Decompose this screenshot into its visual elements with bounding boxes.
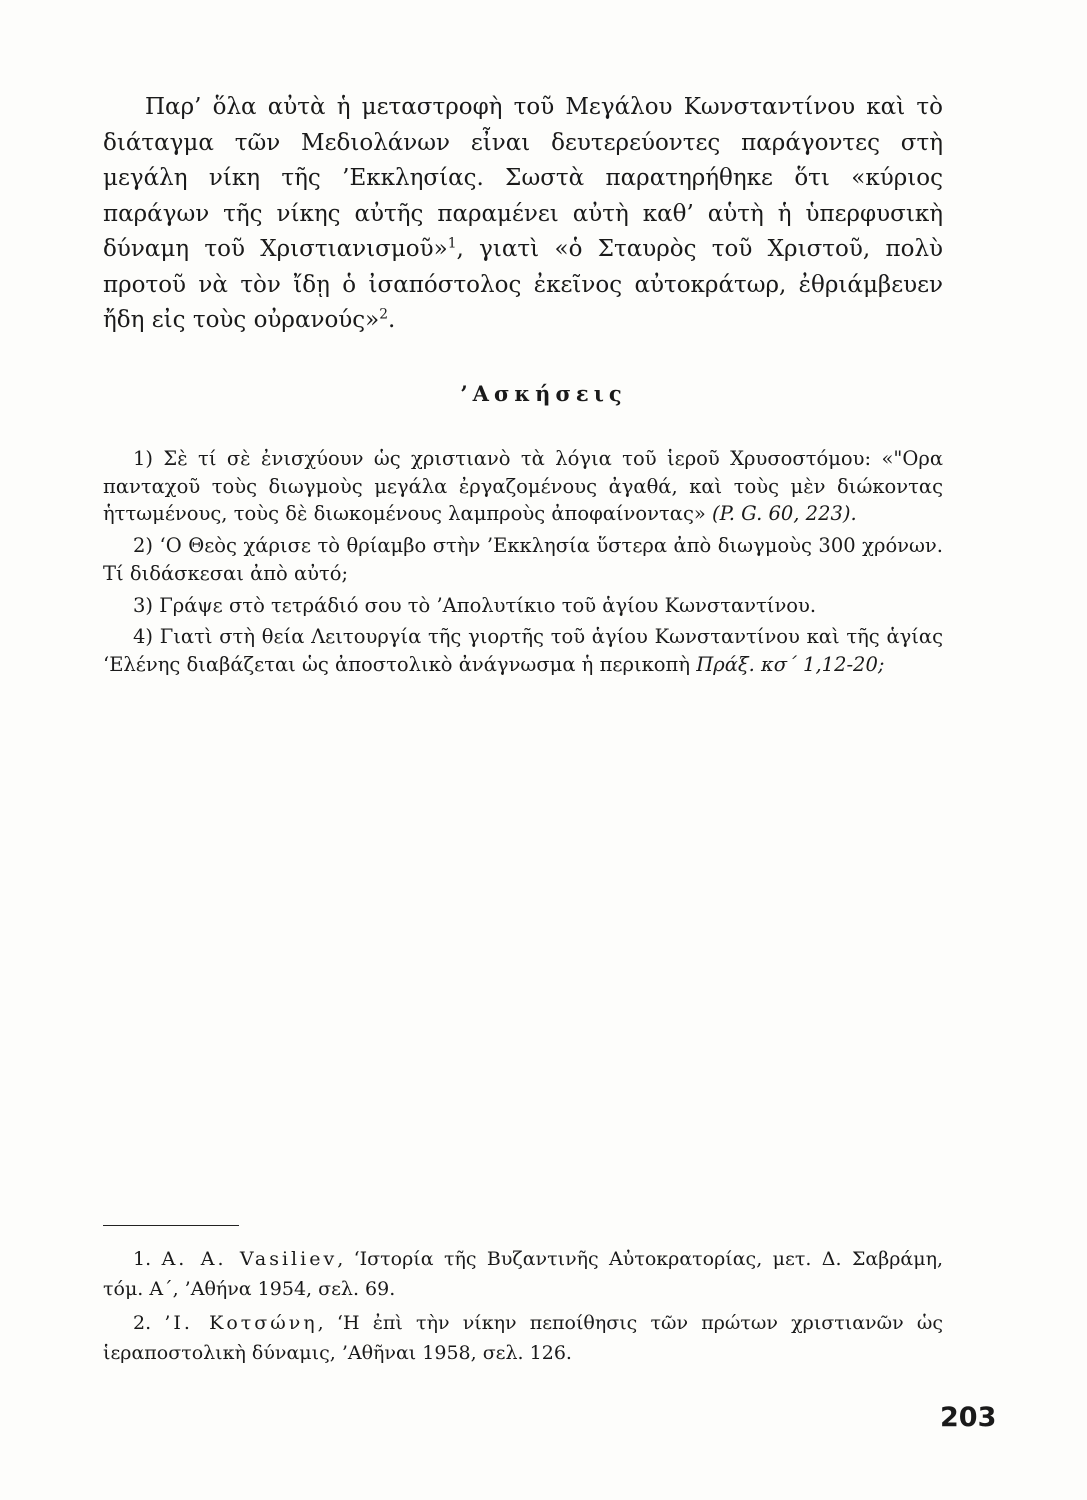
exercise-text: 4) Γιατὶ στὴ θεία Λειτουργία τῆς γιορτῆς τοῦ ἁγίου Κωνσταντίνου καὶ τῆς ἁγίας ‘Ελένης διαβάζεται ὡς ἀποστολικὸ ἀνάγνωσμα ἡ περικοπὴ <box>103 625 943 676</box>
footnote-citation: , ‘Ιστορία τῆς Βυζαντινῆς Αὐτοκρατορίας, μετ. Δ. Σαβράμη, τόμ. Α΄, ’Αθήνα 1954, σελ. 69. <box>103 1248 943 1300</box>
footnote-citation: , ‘Η ἐπὶ τὴν νίκην πεποίθησις τῶν πρώτων χριστιανῶν ὡς ἱεραποστολικὴ δύναμις, ’Αθῆναι 1958, σελ. 126. <box>103 1312 943 1364</box>
footnote-1 <box>103 1244 943 1304</box>
exercise-reference: Πράξ. κσ΄ 1,12-20; <box>690 652 885 676</box>
footnote-author: ’Ι. Κοτσώνη <box>164 1312 318 1334</box>
footnote-number: 2. <box>133 1312 152 1334</box>
footnote-divider <box>103 1225 239 1226</box>
exercise-item <box>103 445 943 528</box>
exercise-item <box>103 592 943 620</box>
footnote-marker-2: 2 <box>379 306 389 323</box>
exercise-text: 1) Σὲ τί σὲ ἐνισχύουν ὡς χριστιανὸ τὰ λόγια τοῦ ἱεροῦ Χρυσοστόμου: «"Ορα πανταχοῦ τοὺς διωγμοὺς μεγάλα ἐργαζομένους ἀγαθά, καὶ τοὺς μὲν διώκοντας ἡττωμένους, τοὺς δὲ διωκομένους λαμπροὺς ἀποφαίνοντας» <box>103 447 943 526</box>
exercise-reference: (P. G. 60, 223). <box>705 502 857 526</box>
footnote-2 <box>103 1308 943 1368</box>
main-paragraph-end: . <box>388 307 396 333</box>
main-paragraph-text-1: Παρ’ ὅλα αὐτὰ ἡ μεταστροφὴ τοῦ Μεγάλου Κωνσταντίνου καὶ τὸ διάταγμα τῶν Μεδιολάνων εἶναι δευτερεύοντες παράγοντες στὴ μεγάλη νίκη τῆς ’Εκκλησίας. Σωστὰ παρατηρήθηκε ὅτι «κύριος παράγων τῆς νίκης αὐτῆς παραμένει αὐτὴ καθ’ αὑτὴ ἡ ὑπερφυσικὴ δύναμη τοῦ Χριστιανισμοῦ» <box>103 94 943 262</box>
exercise-item <box>103 532 943 587</box>
section-heading: ’Ασκήσεις <box>460 381 627 406</box>
footnote-marker-1: 1 <box>447 235 457 252</box>
page-number: 203 <box>940 1402 997 1433</box>
exercise-item <box>103 623 943 678</box>
main-paragraph <box>103 90 943 339</box>
footnotes <box>103 1244 943 1372</box>
exercise-list <box>103 445 943 683</box>
exercise-text: 3) Γράψε στὸ τετράδιό σου τὸ ’Απολυτίκιο τοῦ ἁγίου Κωνσταντίνου. <box>133 593 817 617</box>
footnote-number: 1. <box>133 1248 152 1270</box>
main-paragraph-text-2: , γιατὶ «ὁ Σταυρὸς τοῦ Χριστοῦ, πολὺ προτοῦ νὰ τὸν ἴδῃ ὁ ἰσαπόστολος ἐκεῖνος αὐτοκράτωρ, ἐθριάμβευεν ἤδη εἰς τοὺς οὐρανούς» <box>103 236 944 333</box>
exercise-text: 2) ‘Ο Θεὸς χάρισε τὸ θρίαμβο στὴν ’Εκκλησία ὕστερα ἀπὸ διωγμοὺς 300 χρόνων. Τί διδάσκεσαι ἀπὸ αὐτό; <box>103 534 943 585</box>
footnote-author: A. A. Vasiliev <box>161 1248 338 1270</box>
